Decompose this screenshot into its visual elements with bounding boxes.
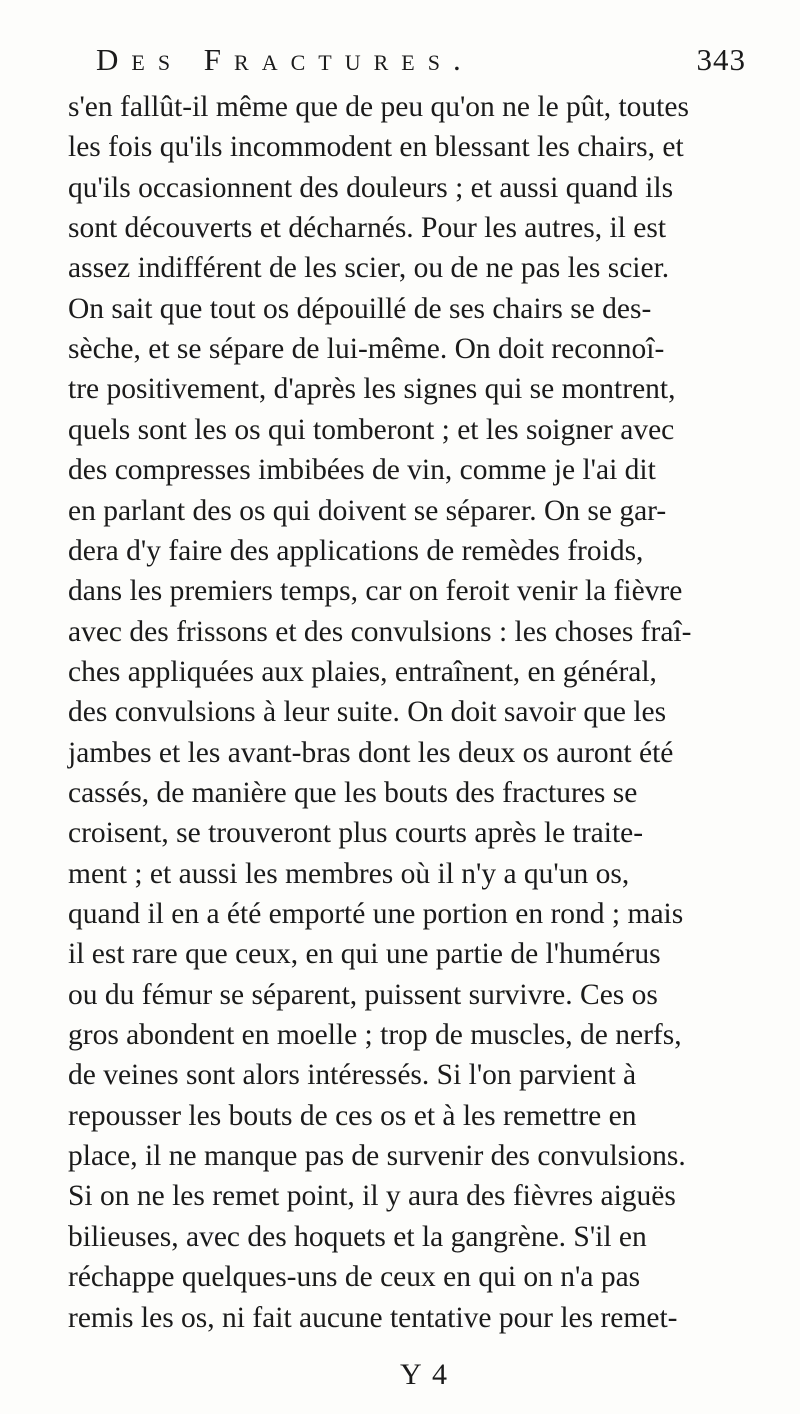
text-line: sèche, et se sépare de lui-même. On doit reconnoî- [68,333,665,366]
text-line: réchappe quelques-uns de ceux en qui on n'a pas [68,1261,641,1294]
text-line: quels sont les os qui tomberont ; et les soigner avec [68,413,675,446]
text-line: des compresses imbibées de vin, comme je l'ai dit [68,454,656,487]
text-line: jambes et les avant-bras dont les deux os auront été [68,736,674,769]
running-head [96,38,746,82]
text-line: dera d'y faire des applications de remèdes froids, [68,534,644,567]
page-number: 343 [696,42,746,77]
text-line: s'en fallût-il même que de peu qu'on ne le pût, toutes [68,91,689,123]
text-line: tre positivement, d'après les signes qui se montrent, [68,373,676,406]
text-line: il est rare que ceux, en qui une partie de l'humérus [68,938,661,971]
text-line: place, il ne manque pas de survenir des convulsions. [68,1140,686,1173]
text-line: assez indifférent de les scier, ou de ne pas les scier. [68,252,670,285]
text-line: ches appliquées aux plaies, entraînent, en général, [68,655,657,688]
running-title: Des Fractures. [96,42,474,77]
text-line: croisent, se trouveront plus courts après le traite- [68,817,644,850]
text-line: repousser les bouts de ces os et à les remettre en [68,1099,637,1132]
text-line: gros abondent en moelle ; trop de muscles, de nerfs, [68,1019,682,1052]
text-line: ou du fémur se séparent, puissent survivre. Ces os [68,978,658,1011]
text-line: On sait que tout os dépouillé de ses chairs se des- [68,292,652,325]
signature-mark: Y 4 [400,1358,450,1391]
text-line: sont découverts et décharnés. Pour les autres, il est [68,212,667,245]
text-line: cassés, de manière que les bouts des fractures se [68,776,638,809]
text-line: en parlant des os qui doivent se séparer. On se gar- [68,494,667,527]
text-line: qu'ils occasionnent des douleurs ; et aussi quand ils [68,171,674,204]
text-line: dans les premiers temps, car on feroit venir la fièvre [68,575,683,608]
text-line: remis les os, ni fait aucune tentative pour les remet- [68,1301,678,1334]
text-line: Si on ne les remet point, il y aura des fièvres aiguës [68,1180,676,1213]
text-line: avec des frissons et des convulsions : les choses fraî- [68,615,692,648]
text-line: bilieuses, avec des hoquets et la gangrène. S'il en [68,1220,647,1253]
text-line: les fois qu'ils incommodent en blessant les chairs, et [68,131,684,164]
text-line: quand il en a été emporté une portion en rond ; mais [68,898,684,930]
text-line: des convulsions à leur suite. On doit savoir que les [68,696,667,729]
text-line: ment ; et aussi les membres où il n'y a qu'un os, [68,857,630,890]
text-line: de veines sont alors intéressés. Si l'on parvient à [68,1059,637,1092]
